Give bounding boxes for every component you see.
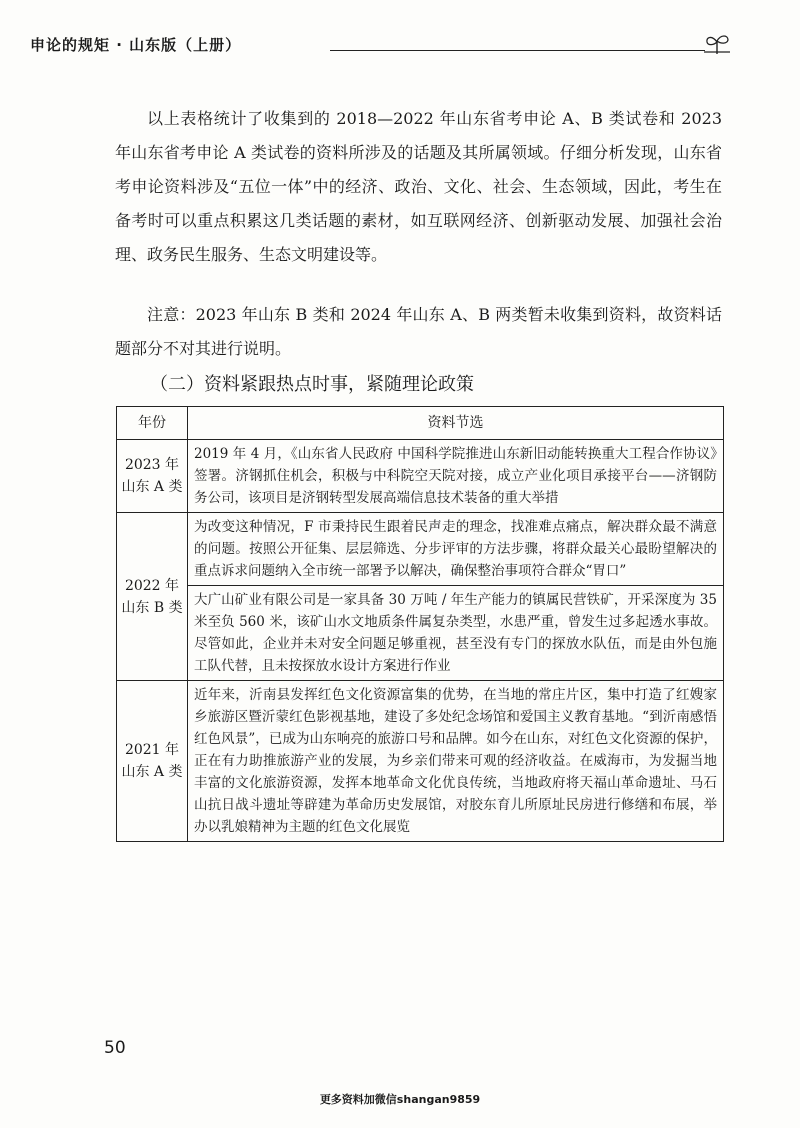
year-cell — [117, 440, 188, 513]
year-label: 2021 年 山东 A 类 — [121, 742, 183, 780]
table-row — [117, 586, 724, 681]
running-header — [30, 30, 720, 58]
excerpt-table — [116, 406, 724, 842]
year-cell — [117, 681, 188, 842]
year-label: 2022 年 山东 B 类 — [121, 577, 183, 616]
excerpt-cell: 大广山矿业有限公司是一家具备 30 万吨 / 年生产能力的镇属民营铁矿，开采深度为 35 米至负 560 米，该矿山水文地质条件属复杂类型，水患严重，曾发生过多起透水事故。尽管如此，企业并未对安全问题足够重视，甚至没有专门的探放水队伍，而是由外包施工队代替，且未按探放水设计方案进行作业 — [188, 586, 724, 681]
column-header-year: 年份 — [117, 407, 188, 440]
table-row — [117, 440, 724, 513]
year-label: 2023 年 山东 A 类 — [121, 457, 183, 495]
column-header-excerpt: 资料节选 — [188, 407, 724, 440]
running-header-title: 申论的规矩 · 山东版（上册） — [30, 36, 242, 54]
table-header-row — [117, 407, 724, 440]
header-rule — [330, 50, 705, 51]
year-cell — [117, 513, 188, 681]
page-number: 50 — [104, 1038, 126, 1058]
excerpt-cell: 近年来，沂南县发挥红色文化资源富集的优势，在当地的常庄片区，集中打造了红嫂家乡旅游区暨沂蒙红色影视基地，建设了多处纪念场馆和爱国主义教育基地。“到沂南感悟红色风景”，已成为山东响亮的旅游口号和品牌。如今在山东，对红色文化资源的保护，正在有力助推旅游产业的发展，为乡亲们带来可观的经济收益。在威海市，为发掘当地丰富的文化旅游资源，发挥本地革命文化优良传统，当地政府将天福山革命遗址、马石山抗日战斗遗址等辟建为革命历史发展馆，对胶东育儿所原址民房进行修缮和布展，举办以乳娘精神为主题的红色文化展览 — [188, 681, 724, 842]
excerpt-cell: 2019 年 4 月，《山东省人民政府 中国科学院推进山东新旧动能转换重大工程合作协议》签署。济钢抓住机会，积极与中科院空天院对接，成立产业化项目承接平台——济钢防务公司，该项目是济钢转型发展高端信息技术装备的重大举措 — [188, 440, 724, 513]
table-row — [117, 513, 724, 586]
footer-note: 更多资料加微信shangan9859 — [319, 1093, 481, 1106]
table-row — [117, 681, 724, 842]
section-heading: （二）资料紧跟热点时事，紧随理论政策 — [150, 374, 474, 395]
analysis-paragraph: 以上表格统计了收集到的 2018—2022 年山东省考申论 A、B 类试卷和 2023 年山东省考申论 A 类试卷的资料所涉及的话题及其所属领域。仔细分析发现，山东省考申论资料涉及“五位一体”中的经济、政治、文化、社会、生态领域，因此，考生在备考时可以重点积累这几类话题的素材，如互联网经济、创新驱动发展、加强社会治理、政务民生服务、生态文明建设等。 — [115, 109, 722, 264]
note-paragraph: 注意：2023 年山东 B 类和 2024 年山东 A、B 两类暂未收集到资料，故资料话题部分不对其进行说明。 — [115, 305, 722, 358]
sprout-icon — [702, 32, 732, 56]
excerpt-cell: 为改变这种情况，F 市秉持民生跟着民声走的理念，找准难点痛点，解决群众最不满意的问题。按照公开征集、层层筛选、分步评审的方法步骤，将群众最关心最盼望解决的重点诉求问题纳入全市统一部署予以解决，确保整治事项符合群众“胃口” — [188, 513, 724, 586]
